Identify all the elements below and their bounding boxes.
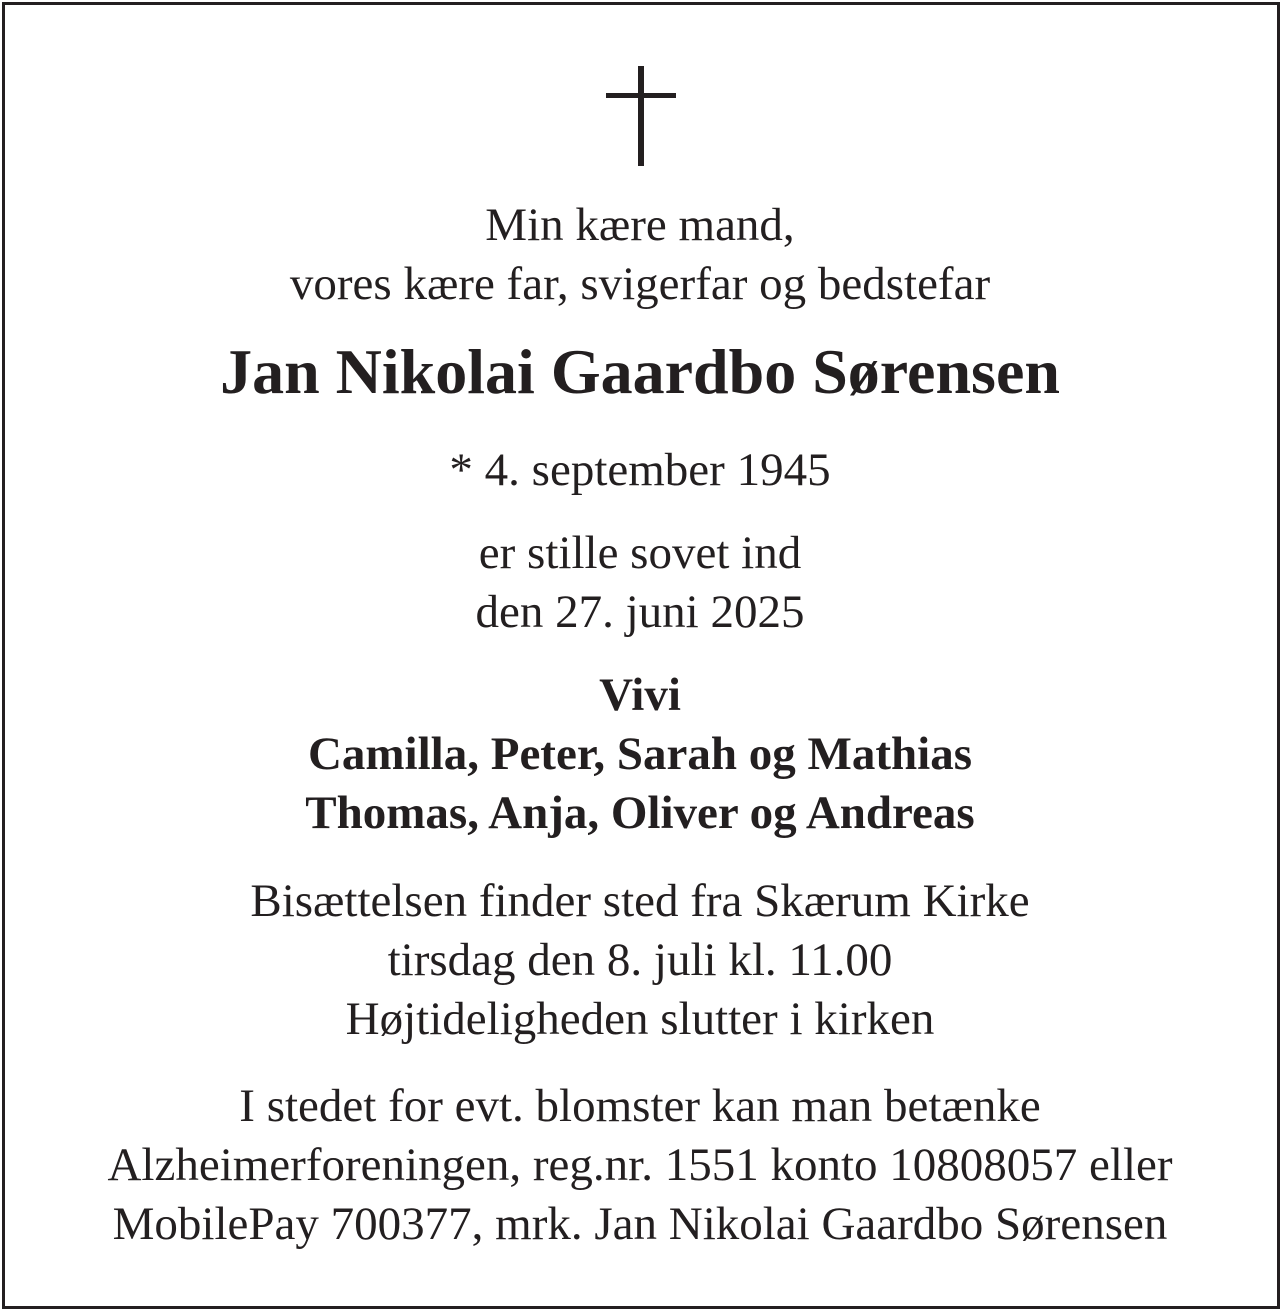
death-line-2: den 27. juni 2025 bbox=[475, 586, 805, 638]
funeral-line-2: tirsdag den 8. juli kl. 11.00 bbox=[387, 934, 893, 986]
donation-line-3: MobilePay 700377, mrk. Jan Nikolai Gaardbo Sørensen bbox=[112, 1198, 1168, 1250]
birth-date: * 4. september 1945 bbox=[449, 444, 831, 496]
donation-line-1: I stedet for evt. blomster kan man betænke bbox=[239, 1080, 1041, 1132]
deceased-name: Jan Nikolai Gaardbo Sørensen bbox=[220, 336, 1060, 407]
intro-line-1: Min kære mand, bbox=[485, 199, 795, 251]
latin-cross-icon bbox=[606, 66, 676, 166]
intro-line-2: vores kære far, svigerfar og bedstefar bbox=[289, 258, 991, 310]
donation-line-2: Alzheimerforeningen, reg.nr. 1551 konto 10808057 eller bbox=[107, 1139, 1173, 1191]
funeral-line-1: Bisættelsen finder sted fra Skærum Kirke bbox=[250, 875, 1030, 927]
death-line-1: er stille sovet ind bbox=[478, 527, 802, 579]
funeral-line-3: Højtideligheden slutter i kirken bbox=[345, 993, 935, 1045]
family-line-spouse: Vivi bbox=[599, 669, 681, 721]
family-line-children-2: Thomas, Anja, Oliver og Andreas bbox=[305, 787, 975, 839]
family-line-children-1: Camilla, Peter, Sarah og Mathias bbox=[307, 728, 973, 780]
